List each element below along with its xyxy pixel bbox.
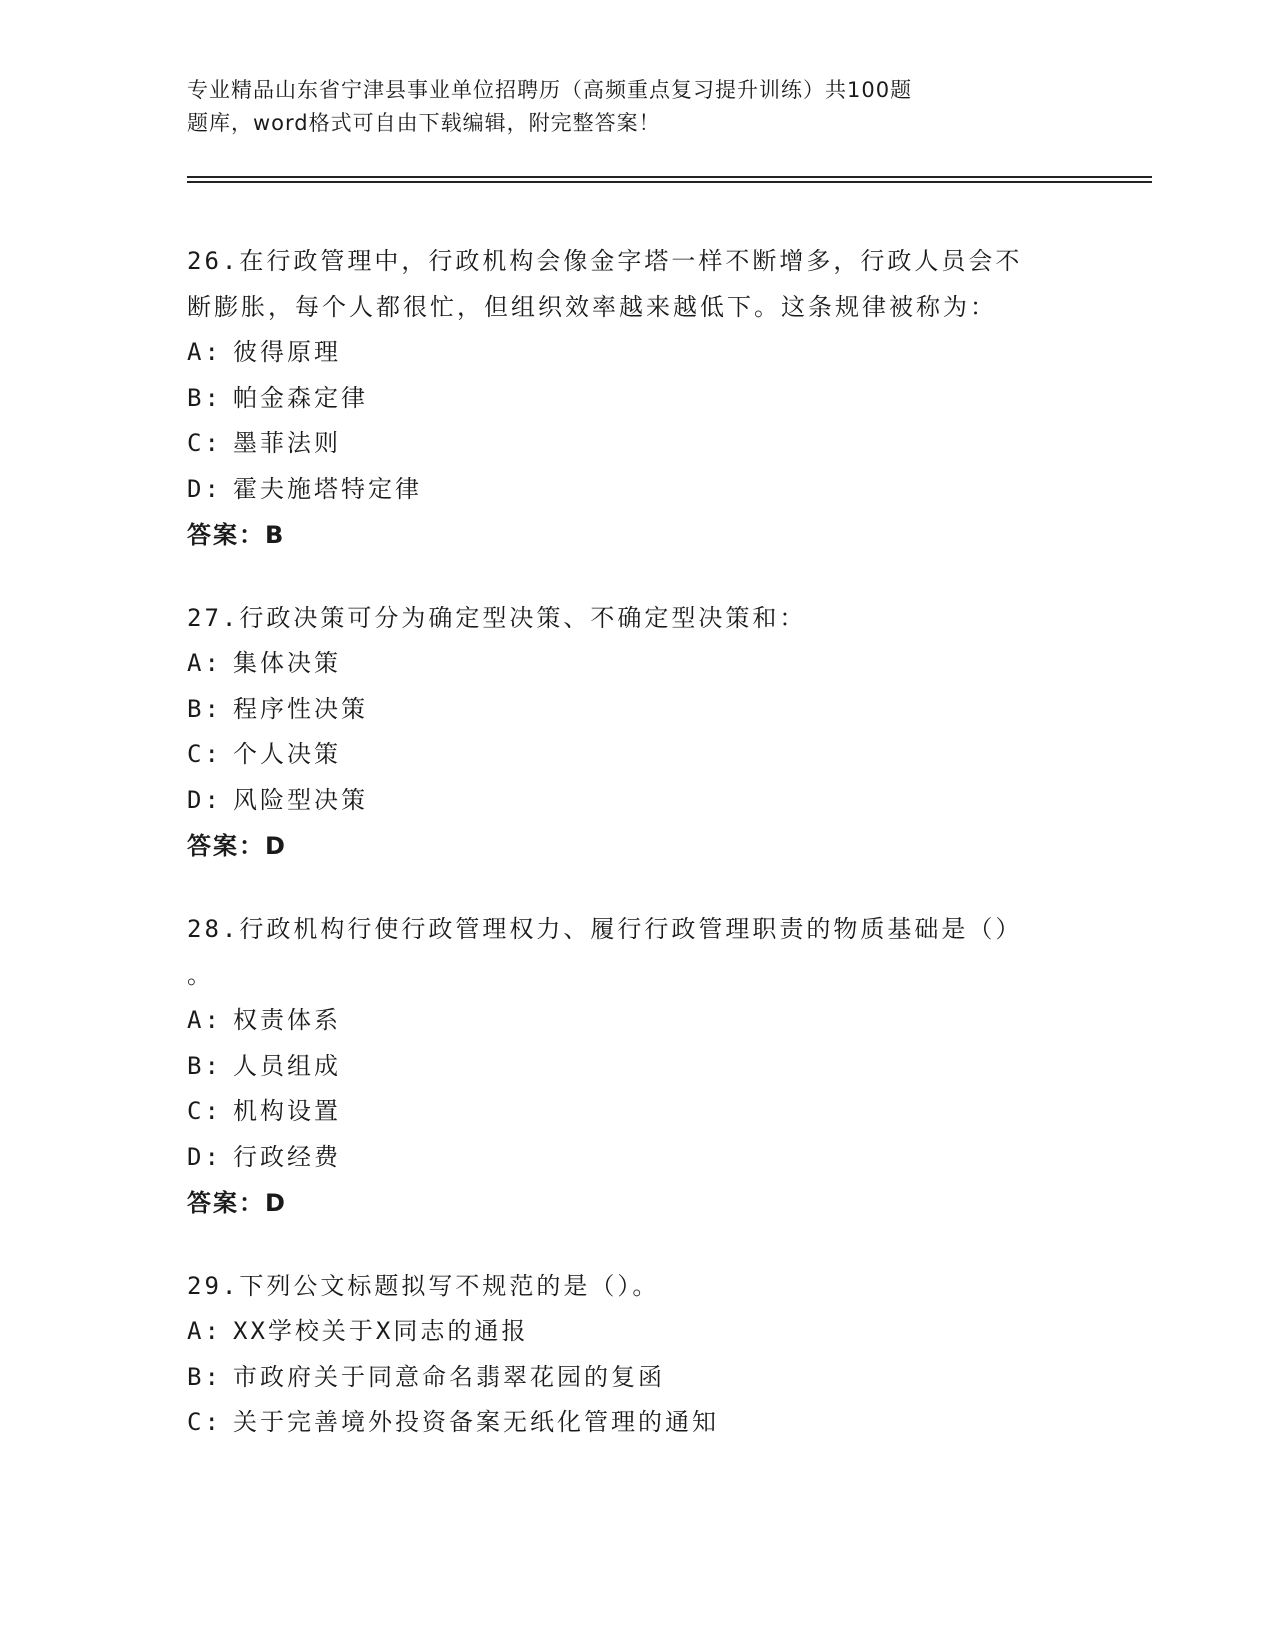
option-text: 帕金森定律 [233, 383, 368, 412]
question-stem-line-1: 27.行政决策可分为确定型决策、不确定型决策和： [187, 604, 807, 632]
option-b [187, 1044, 1087, 1090]
option-d [187, 467, 1087, 513]
option-a [187, 330, 1087, 376]
option-c [187, 732, 1087, 778]
option-text: 程序性决策 [233, 694, 368, 723]
option-key: D: [187, 785, 222, 814]
option-key: A: [187, 649, 222, 677]
document-header [187, 74, 1047, 140]
option-key: C: [187, 429, 222, 457]
question-stem-line-2: 断膨胀，每个人都很忙，但组织效率越来越低下。这条规律被称为： [187, 293, 997, 321]
question-stem-line-2: 。 [187, 961, 214, 989]
option-key: B: [187, 1362, 222, 1391]
option-key: D: [187, 1142, 222, 1171]
option-text: 行政经费 [233, 1142, 341, 1171]
option-d [187, 1135, 1087, 1181]
option-c [187, 1089, 1087, 1135]
answer-line: 答案：D [187, 832, 287, 860]
option-key: A: [187, 1006, 222, 1034]
option-text: 霍夫施塔特定律 [233, 474, 422, 503]
option-text: 权责体系 [233, 1006, 341, 1034]
option-key: C: [187, 1097, 222, 1125]
option-c [187, 1400, 1087, 1446]
option-key: C: [187, 740, 222, 768]
option-text: 风险型决策 [233, 785, 368, 814]
option-d [187, 778, 1087, 824]
option-key: D: [187, 474, 222, 503]
option-text: 市政府关于同意命名翡翠花园的复函 [233, 1362, 665, 1391]
option-b [187, 687, 1087, 733]
option-key: A: [187, 1317, 222, 1345]
question-list [187, 238, 1087, 1483]
option-text: 集体决策 [233, 649, 341, 677]
option-text: 人员组成 [233, 1051, 341, 1080]
option-text: 墨菲法则 [233, 429, 341, 457]
question-27 [187, 595, 1087, 869]
option-text: 个人决策 [233, 740, 341, 768]
question-28 [187, 906, 1087, 1226]
option-text: 机构设置 [233, 1097, 341, 1125]
option-key: B: [187, 383, 222, 412]
question-29 [187, 1263, 1087, 1446]
option-key: C: [187, 1408, 222, 1436]
question-stem-line-1: 26.在行政管理中，行政机构会像金字塔一样不断增多，行政人员会不 [187, 247, 1023, 275]
option-b [187, 1355, 1087, 1401]
option-text: 彼得原理 [233, 338, 341, 366]
question-26 [187, 238, 1087, 558]
header-title-line-2: 题库，word格式可自由下载编辑，附完整答案！ [187, 111, 661, 135]
header-divider-top [187, 176, 1152, 178]
option-key: A: [187, 338, 222, 366]
answer-line: 答案：B [187, 521, 286, 549]
question-stem-line-1: 28.行政机构行使行政管理权力、履行行政管理职责的物质基础是（） [187, 915, 1023, 943]
option-b [187, 376, 1087, 422]
option-c [187, 421, 1087, 467]
question-stem-line-1: 29.下列公文标题拟写不规范的是（）。 [187, 1272, 660, 1300]
option-key: B: [187, 1051, 222, 1080]
header-title-line-1: 专业精品山东省宁津县事业单位招聘历（高频重点复习提升训练）共100题 [187, 78, 913, 102]
option-text: XX学校关于X同志的通报 [233, 1317, 529, 1345]
answer-line: 答案：D [187, 1189, 287, 1217]
option-a [187, 1309, 1087, 1355]
header-divider-bottom [187, 181, 1152, 183]
option-a [187, 641, 1087, 687]
option-a [187, 998, 1087, 1044]
option-text: 关于完善境外投资备案无纸化管理的通知 [233, 1408, 719, 1436]
option-key: B: [187, 694, 222, 723]
